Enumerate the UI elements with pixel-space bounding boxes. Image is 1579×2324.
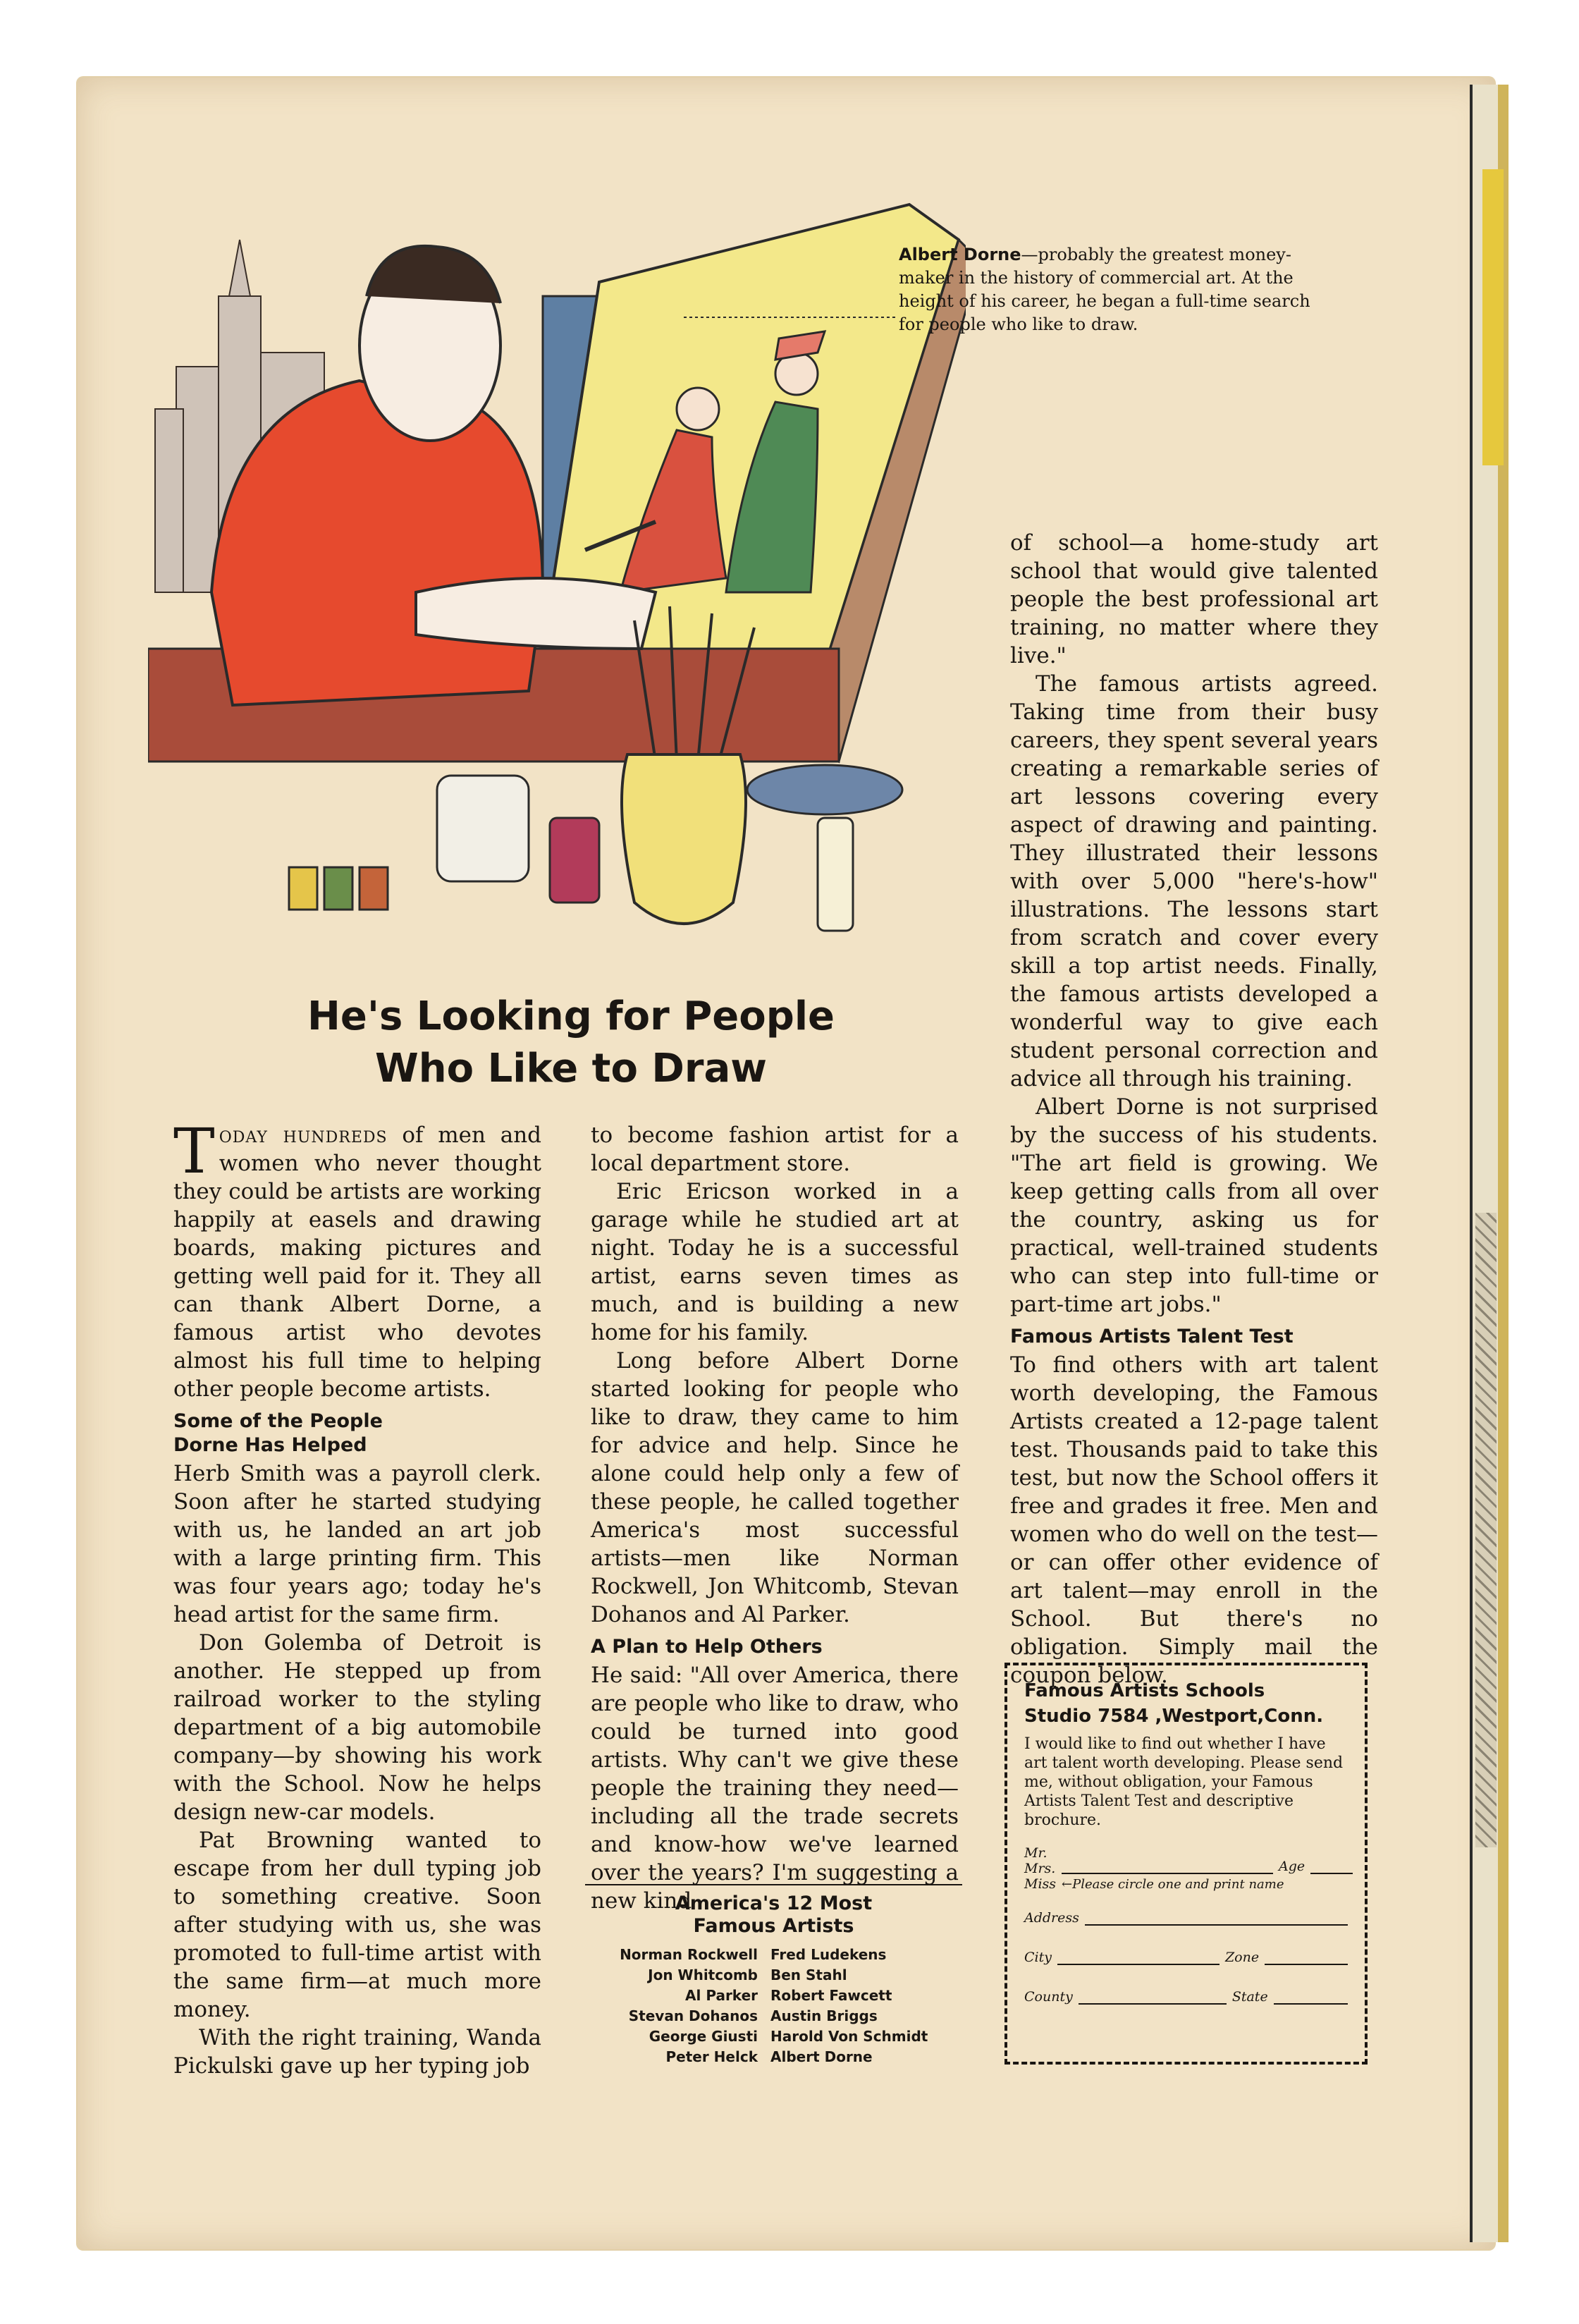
paragraph: Don Golemba of Detroit is another. He stepped up from railroad worker to the styling department of a big automobile company—by showing his work with the School. Now he helps design new-car models.	[173, 1630, 541, 1825]
address-label: Address	[1024, 1910, 1079, 1926]
age-line[interactable]	[1310, 1873, 1353, 1874]
name-line[interactable]	[1062, 1873, 1273, 1874]
subhead: Famous Artists Talent Test	[1010, 1326, 1294, 1347]
illustration-caption	[899, 243, 1336, 336]
subhead	[173, 1407, 541, 1460]
coupon-body: I would like to find out whether I have art talent worth developing. Please send me, without obligation, your Famous Artists Talent Test and descriptive brochure.	[1024, 1735, 1344, 1829]
subhead-line: Some of the People	[173, 1410, 383, 1432]
article-column-3	[1010, 529, 1378, 1689]
artist-name: Stevan Dohanos	[628, 2007, 758, 2024]
artist-name: Peter Helck	[665, 2048, 758, 2065]
city-line[interactable]	[1057, 1964, 1219, 1965]
drop-cap: T	[173, 1115, 215, 1187]
paragraph: Herb Smith was a payroll clerk. Soon after he started studying with us, he landed an art job with a large printing firm. This was four years ago; today he's head artist for the same firm.	[173, 1461, 541, 1627]
paragraph: to become fashion artist for a local department store.	[591, 1123, 959, 1176]
paragraph: To find others with art talent worth developing, the Famous Artists created a 12-page talent test. Thousands paid to take this test, but now the School offers it free and grades it free. Men and women who do well on the test—or can offer other evidence of art talent—may enroll in the School. But there's no obligation. Simply mail the coupon below.	[1010, 1352, 1378, 1688]
state-label: State	[1231, 1989, 1268, 2005]
caption-name: Albert Dorne	[899, 245, 1021, 264]
paragraph: He said: "All over America, there are people who like to draw, who could be turned into good artists. Why can't we give these people the training they need—including all the trade secrets and know-how we've learned over the years? I'm suggesting a new kind	[591, 1663, 959, 1914]
zone-line[interactable]	[1265, 1964, 1348, 1965]
headline-line-1: He's Looking for People	[307, 993, 835, 1039]
address-line[interactable]	[1085, 1924, 1348, 1926]
paragraph: Albert Dorne is not surprised by the success of his students. "The art field is growing. We keep getting calls from all over the country, asking us for practical, well-trained students who can step into full-time or part-time art jobs."	[1010, 1094, 1378, 1317]
coupon-address-line: Studio 7584 ,Westport,Conn.	[1024, 1706, 1324, 1727]
paragraph	[173, 1115, 542, 1403]
artist-name: Albert Dorne	[770, 2048, 873, 2065]
artist-name: Austin Briggs	[770, 2007, 878, 2024]
title-mr[interactable]: Mr.	[1024, 1845, 1047, 1861]
headline	[176, 991, 966, 1095]
artist-name: George Giusti	[649, 2028, 758, 2045]
coupon-county-field[interactable]	[1024, 1989, 1348, 2005]
title-mrs[interactable]: Mrs.	[1024, 1861, 1056, 1876]
subhead-line: Dorne Has Helped	[173, 1434, 367, 1456]
artist-name: Norman Rockwell	[620, 1946, 758, 1963]
age-label: Age	[1279, 1859, 1305, 1874]
artist-illustration	[148, 197, 966, 973]
artist-name: Fred Ludekens	[770, 1946, 887, 1963]
coupon-city-field[interactable]	[1024, 1950, 1348, 1965]
lead-smallcaps: oday hundreds	[219, 1123, 388, 1148]
caption-text: —probably the greatest money-maker in the history of commercial art. At the height of his career, he began a full-time search for people who like to draw.	[899, 245, 1310, 334]
paragraph: The famous artists agreed. Taking time from their busy careers, they spent several years creating a remarkable series of art lessons covering every aspect of drawing and painting. They illustrated their lessons with over 5,000 "here's-how" illustrations. The lessons start from scratch and cover every skill a top artist needs. Finally, the famous artists developed a wonderful way to give each student personal correction and advice all through his training.	[1010, 671, 1378, 1091]
paragraph-text: of men and women who never thought they could be artists are working happily at easels and drawing boards, making pictures and getting well paid for it. They all can thank Albert Dorne, a famous artist who devotes almost his full time to helping other people become artists.	[173, 1123, 542, 1402]
artist-name: Harold Von Schmidt	[770, 2028, 928, 2045]
zone-label: Zone	[1224, 1950, 1260, 1965]
artist-names	[585, 1945, 962, 2067]
county-line[interactable]	[1079, 2003, 1227, 2005]
article-column-1	[173, 1115, 542, 2080]
county-label: County	[1024, 1989, 1073, 2005]
famous-artists-box	[585, 1884, 962, 2067]
circle-note: ←Please circle one and print name	[1062, 1877, 1284, 1892]
artist-name: Jon Whitcomb	[648, 1967, 758, 1983]
edge-yellow-art	[1482, 169, 1504, 465]
paragraph: Long before Albert Dorne started looking for people who like to draw, they came to him for advice and help. Since he alone could help only a few of these people, he called together America's most successful artists—men like Norman Rockwell, Jon Whitcomb, Stevan Dohanos and Al Parker.	[591, 1348, 959, 1627]
artist-name: Robert Fawcett	[770, 1987, 892, 2004]
coupon-name-field[interactable]	[1024, 1845, 1348, 1892]
artist-names-left	[585, 1945, 770, 2067]
paragraph: of school—a home-study art school that would give talented people the best professional art training, no matter where they live."	[1010, 530, 1378, 668]
paragraph: With the right training, Wanda Pickulski gave up her typing job	[173, 2025, 541, 2079]
famous-title-line: America's 12 Most	[675, 1892, 873, 1914]
paragraph: Pat Browning wanted to escape from her dull typing job to something creative. Soon after studying with us, she was promoted to full-time artist with the same firm—at much more money.	[173, 1828, 541, 2022]
mail-in-coupon[interactable]	[1004, 1663, 1368, 2065]
paragraph: Eric Ericson worked in a garage while he studied art at night. Today he is a successful artist, earns seven times as much, and is building a new home for his family.	[591, 1179, 959, 1345]
artist-name: Ben Stahl	[770, 1967, 847, 1983]
coupon-school-name: Famous Artists Schools	[1024, 1680, 1265, 1701]
article-column-2	[591, 1121, 959, 1915]
artist-name: Al Parker	[685, 1987, 758, 2004]
coupon-address-field[interactable]	[1024, 1910, 1348, 1926]
subhead: A Plan to Help Others	[591, 1636, 823, 1658]
paint-supplies	[289, 765, 902, 931]
famous-title-line: Famous Artists	[693, 1915, 854, 1937]
artist-names-right	[770, 1945, 962, 2067]
edge-hatched-art	[1475, 1213, 1497, 1847]
title-miss[interactable]: Miss	[1024, 1876, 1057, 1892]
city-label: City	[1024, 1950, 1052, 1965]
state-line[interactable]	[1274, 2003, 1348, 2005]
headline-line-2: Who Like to Draw	[374, 1046, 768, 1091]
adjacent-page-edge	[1470, 85, 1509, 2242]
famous-artists-title	[585, 1892, 962, 1938]
